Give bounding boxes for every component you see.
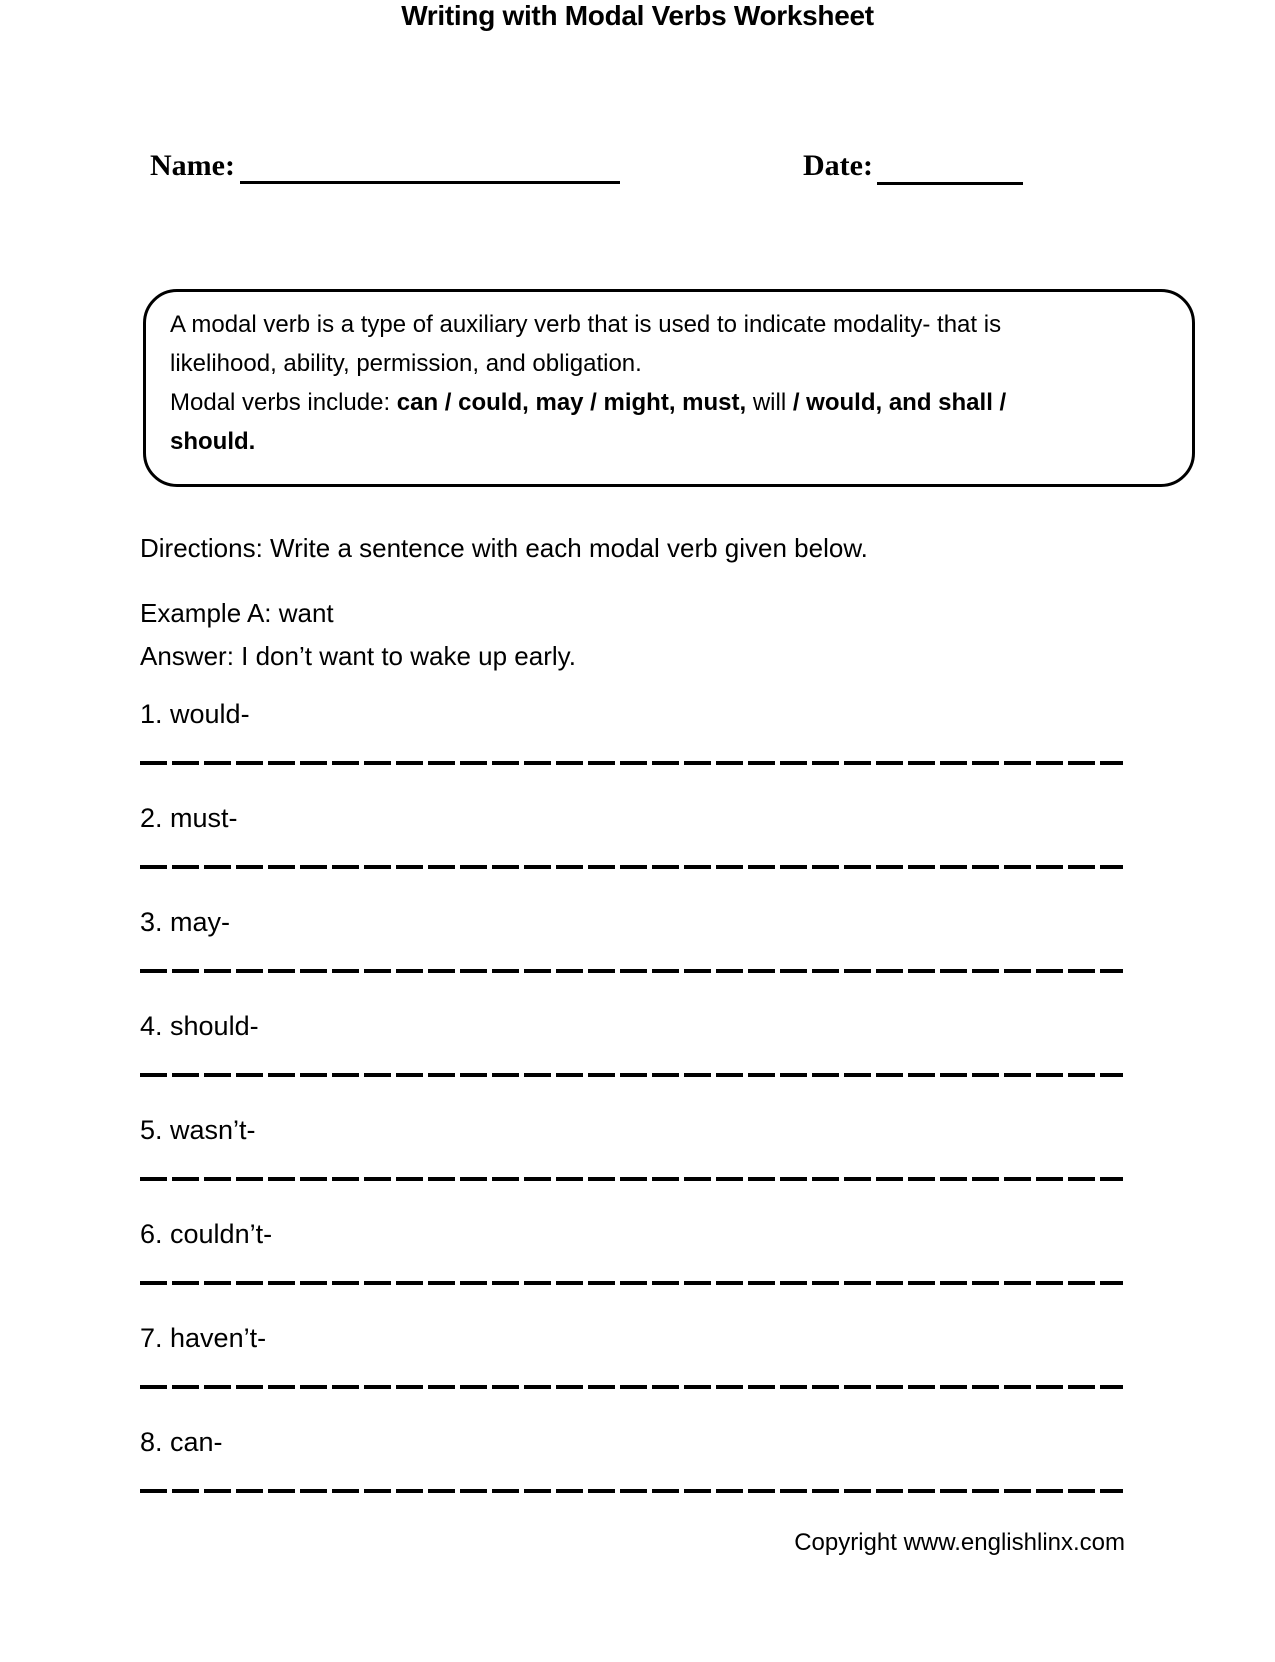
answer-line-6[interactable] [140, 1281, 1123, 1285]
page-title: Writing with Modal Verbs Worksheet [401, 0, 874, 31]
definition-line-4: should. [170, 428, 256, 455]
answer-line-2[interactable] [140, 865, 1123, 869]
copyright-text: Copyright www.englishlinx.com [794, 1529, 1125, 1556]
modal-verbs-will-text: will [752, 389, 787, 416]
answer-line-5[interactable] [140, 1177, 1123, 1181]
name-fill-line[interactable] [240, 181, 620, 184]
modal-verbs-list-bold-2: / would, and shall / [786, 389, 1007, 416]
modal-verbs-include-text: Modal verbs include: [170, 389, 397, 416]
item-label-8: 8. can- [140, 1427, 223, 1457]
answer-line-3[interactable] [140, 969, 1123, 973]
answer-line-4[interactable] [140, 1073, 1123, 1077]
name-label: Name: [150, 149, 235, 182]
item-label-2: 2. must- [140, 803, 238, 833]
example-answer-text: Answer: I don’t want to wake up early. [140, 641, 576, 671]
definition-line-1: A modal verb is a type of auxiliary verb that is used to indicate modality- that is [170, 311, 1002, 338]
answer-line-1[interactable] [140, 761, 1123, 765]
definition-box [143, 289, 1195, 487]
item-label-6: 6. couldn’t- [140, 1219, 273, 1249]
answer-line-7[interactable] [140, 1385, 1123, 1389]
date-fill-line[interactable] [877, 182, 1023, 185]
example-text: Example A: want [140, 598, 334, 628]
item-label-4: 4. should- [140, 1011, 259, 1041]
item-label-7: 7. haven’t- [140, 1323, 267, 1353]
definition-line-3 [170, 383, 1182, 422]
answer-line-8[interactable] [140, 1489, 1123, 1493]
item-label-5: 5. wasn’t- [140, 1115, 256, 1145]
definition-line-2: likelihood, ability, permission, and obligation. [170, 350, 642, 377]
item-label-1: 1. would- [140, 699, 250, 729]
date-label: Date: [803, 149, 873, 182]
item-label-3: 3. may- [140, 907, 231, 937]
directions-text: Directions: Write a sentence with each modal verb given below. [140, 533, 868, 563]
modal-verbs-list-bold-1: can / could, may / might, must, [396, 389, 753, 416]
